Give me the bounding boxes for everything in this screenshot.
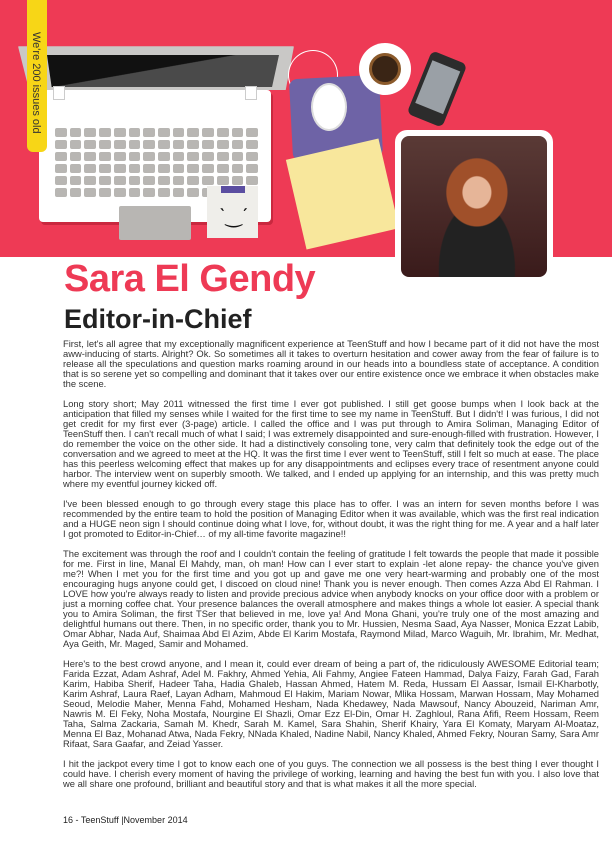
key [187, 128, 199, 137]
phone-icon [407, 50, 468, 127]
paragraph: First, let's all agree that my exceptionally magnificent experience at TeenStuff and how I became part of it did not have the most aww-inducing of starts. Alright? Ok. So sometimes all it takes to overturn hesitation and cower away from the fear of failure is to release all the speculations and question marks roaming around in our heads into a boundless state of acceptance. A condition that is so serene yet so compelling and dominant that it takes over our entire existence once we embrace it when obstacles make the scene. [63, 338, 599, 389]
key [129, 176, 141, 185]
key [158, 152, 170, 161]
author-title: Editor-in-Chief [64, 304, 252, 334]
key [217, 128, 229, 137]
key [217, 176, 229, 185]
key [143, 176, 155, 185]
key [202, 152, 214, 161]
key [84, 152, 96, 161]
coffee-cup-icon [359, 43, 411, 95]
key [99, 176, 111, 185]
key [158, 140, 170, 149]
key [143, 152, 155, 161]
key [202, 176, 214, 185]
key [232, 164, 244, 173]
paragraph: The excitement was through the roof and I couldn't contain the feeling of gratitude I felt towards the people that made it possible for me. First in line, Manal El Mahdy, man, oh man! How can I ever start to explain -let alone repay- the chance you've given me?! When I met you for the first time and you got up and gave me one very heart-warming and probably one of the most encouraging hugs anyone could get, I discoed on cloud nine! Thank you is never enough. Then comes Azza Abd El Rahman. I LOVE how you're always ready to listen and provide precious advice when anybody knocks on your office door with a problem or just a morning coffee chat. Your presence balances the overall atmosphere and makes things a whole lot easier. A special thank you to Amira Soliman, the first TSer that believed in me, love ya! And Mona Ghani, you're truly one of the most amazing and delightful humans out there. Then, in no specific order, thank you to Mr. Hussien, Nesma Saad, Aya Nasser, Monica Ezzat Labib, Omar Abhar, Nada Auf, Shaimaa Abd El Azim, Abde El Karim Mostafa, Raymond Milad, Marco Waguih, Mr. Ibrahim, Mr. Medhat, Aya Geith, Mr. Maged, Samir and Mohamed. [63, 548, 599, 649]
key [129, 164, 141, 173]
touchpad [119, 206, 191, 240]
key [84, 164, 96, 173]
key [114, 128, 126, 137]
paragraph: Long story short; May 2011 witnessed the first time I ever got published. I still get goose bumps when I look back at the anticipation that filled my senses while I waited for the first time to see my name in TeenStuff. But I didn't! I was furious, I did not get credit for my first ever (3-page) article. I called the office and I was put through to Amira Soliman, Managing Editor of TeenStuff then. I can't recall much of what I said; I was extremely disappointed and sure-enough-filled with frustration. However, I do remember the voice on the other side. It had a distinctively consoling tone, very calm that definitely took the edge out of the conversation and we agreed to meet at the HQ. It was the first time I ever went to TeenStuff, still I felt so much at ease. The place has this peerless welcoming effect that makes up for any disappointments and eclipses every trace of resentment anyone could harbor. The interview went on superbly smooth. We talked, and I ended up applying for an internship, and this was pretty much where my eventful journey kicked off. [63, 398, 599, 489]
key [143, 128, 155, 137]
key [55, 176, 67, 185]
key [143, 188, 155, 197]
key [173, 188, 185, 197]
paragraph: I hit the jackpot every time I got to know each one of you guys. The connection we all possess is the best thing I ever thought I could have. I cherish every moment of having the privilege of working, learning and having the best fun with you. I also love that we all share one profound, brilliant and beautiful story and that is what makes it all the more special. [63, 758, 599, 789]
key [114, 152, 126, 161]
key [173, 140, 185, 149]
key [158, 176, 170, 185]
key [70, 188, 82, 197]
key [55, 128, 67, 137]
smiley-note-icon: ˋ‿ˊ [207, 186, 258, 238]
paragraph: Here's to the best crowd anyone, and I mean it, could ever dream of being a part of, the ridiculously AWESOME Editorial team; Farida Ezzat, Adam Ashraf, Adel M. Fakhry, Ahmed Yehia, Ali Fahmy, Angiee Fateen Hammad, Dalya Faizy, Farah Gad, Farah Karim, Habiba Sherif, Hadeer Taha, Hadia Ghaleb, Hassan Ahmed, Hatem M. Reda, Hussam El Aassar, Ismail El-Kharbotly, Karim Ashraf, Laura Raef, Layan Adham, Mahmoud El Hakim, Mariam Nowar, Mlika Hossam, Marwan Hossam, May Mohamed Seoud, Melodie Maher, Menna Fahd, Mohamed Hesham, Nada Khedawey, Nada Mawsouf, Nancy Abouzeid, Nariman Amr, Nawris M. El Feky, Noha Mostafa, Nourgine El Shazli, Omar Ezz El-Din, Omar H. Zaghloul, Rana Afifi, Reem Hossam, Reem Taha, Salma Zackaria, Samah M. Khedr, Sarah M. Kamel, Sara Shahin, Sherif Khairy, Yara El Komaty, Maryam Al-Moataz, Menna El Baz, Mohanad Atwa, Nada Fekry, NNada Khaled, Nadine Nabil, Nancy Khaled, Ahmed Fekry, Nouran Samy, Sara Amr Rifaat, Sara Gaafar, and Zeiad Yasser. [63, 658, 599, 749]
key [202, 140, 214, 149]
key [70, 152, 82, 161]
key [114, 164, 126, 173]
key [70, 140, 82, 149]
key [129, 152, 141, 161]
key [99, 128, 111, 137]
key [70, 164, 82, 173]
key [232, 176, 244, 185]
key [129, 140, 141, 149]
key [114, 188, 126, 197]
key [70, 176, 82, 185]
key [158, 188, 170, 197]
key [246, 176, 258, 185]
article-body [63, 339, 599, 799]
key [217, 140, 229, 149]
key [173, 164, 185, 173]
key [173, 152, 185, 161]
key [55, 152, 67, 161]
key [99, 140, 111, 149]
key [84, 140, 96, 149]
key [232, 128, 244, 137]
key [55, 140, 67, 149]
key [173, 176, 185, 185]
key [158, 164, 170, 173]
key [187, 140, 199, 149]
key [143, 164, 155, 173]
page-footer: 16 - TeenStuff |November 2014 [63, 815, 188, 825]
key [246, 152, 258, 161]
issue-badge [27, 0, 47, 152]
key [114, 176, 126, 185]
key [84, 128, 96, 137]
key [129, 188, 141, 197]
key [246, 164, 258, 173]
author-name: Sara El Gendy [64, 258, 316, 300]
issue-badge-text: We're 200 issues old [30, 32, 42, 134]
key [202, 164, 214, 173]
key [246, 140, 258, 149]
key [99, 152, 111, 161]
key [232, 152, 244, 161]
key [187, 164, 199, 173]
key [246, 128, 258, 137]
key [114, 140, 126, 149]
key [99, 188, 111, 197]
key [217, 164, 229, 173]
key [217, 152, 229, 161]
key [55, 188, 67, 197]
author-photo [395, 130, 553, 283]
key [55, 164, 67, 173]
key [173, 128, 185, 137]
key [129, 128, 141, 137]
key [202, 128, 214, 137]
key [187, 188, 199, 197]
key [99, 164, 111, 173]
key [158, 128, 170, 137]
key [84, 176, 96, 185]
key [84, 188, 96, 197]
paragraph: I've been blessed enough to go through every stage this place has to offer. I was an intern for seven months before I was recommended by the entire team to hold the position of Managing Editor when it was available, which was the first real indication and a HUGE neon sign I should continue doing what I love, for, without doubt, it was the right thing for me. A year and a half later I got promoted to Editor-in-Chief… of my all-time favorite magazine!! [63, 498, 599, 539]
mouse-icon [311, 83, 347, 131]
key [187, 176, 199, 185]
key [70, 128, 82, 137]
key [143, 140, 155, 149]
key [187, 152, 199, 161]
sticky-note [286, 138, 399, 249]
key [232, 140, 244, 149]
laptop-screen [47, 55, 279, 87]
